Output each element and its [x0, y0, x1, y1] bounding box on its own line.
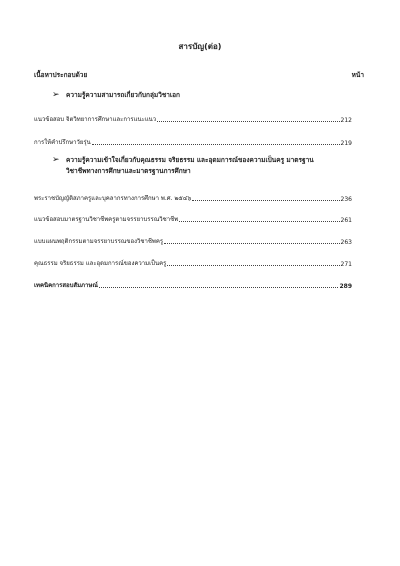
- toc-entry-text: พระราชบัญญัติสภาครูและบุคลากรทางการศึกษา พ.ศ. ๒๕๔๖: [34, 195, 192, 202]
- toc-entry[interactable]: [34, 137, 352, 147]
- toc-entry-text: การให้คำปรึกษาวัยรุ่น: [34, 139, 91, 146]
- section-heading: [52, 155, 314, 177]
- toc-entry[interactable]: [34, 236, 352, 246]
- page-column-label: หน้า: [351, 71, 364, 79]
- arrow-bullet-icon: ➢: [52, 90, 60, 100]
- content-column-label: เนื้อหาประกอบด้วย: [34, 71, 88, 79]
- dot-leader: [167, 265, 339, 266]
- toc-entry-text: คุณธรรม จริยธรรม และอุดมการณ์ของความเป็นครู: [34, 260, 167, 267]
- dot-leader: [164, 243, 339, 244]
- toc-entry[interactable]: [34, 258, 352, 268]
- dot-leader: [99, 287, 339, 288]
- arrow-bullet-icon: ➢: [52, 155, 60, 165]
- section-heading: [52, 90, 180, 101]
- toc-entry[interactable]: [34, 214, 352, 224]
- toc-entry-page: 271: [340, 261, 352, 268]
- toc-entry-page: 289: [339, 283, 352, 290]
- toc-entry-page: 219: [340, 140, 352, 147]
- dot-leader: [192, 200, 339, 201]
- toc-entry[interactable]: [34, 280, 352, 290]
- toc-entry-page: 236: [340, 196, 352, 203]
- toc-entry[interactable]: [34, 193, 352, 203]
- toc-entry[interactable]: [34, 114, 352, 124]
- toc-entry-text: แบบแผนพฤติกรรมตามจรรยาบรรณของวิชาชีพครู: [34, 238, 164, 245]
- dot-leader: [179, 221, 339, 222]
- dot-leader: [157, 121, 339, 122]
- page-title: สารบัญ(ต่อ): [178, 42, 222, 51]
- toc-entry-text: เทคนิคการสอบสัมภาษณ์: [34, 282, 98, 289]
- toc-header: [34, 70, 364, 80]
- toc-entry-text: แนวข้อสอบ จิตวิทยาการศึกษาและการแนะแนว: [34, 116, 157, 123]
- dot-leader: [92, 144, 340, 145]
- toc-entry-text: แนวข้อสอบมาตรฐานวิชาชีพครูตามจรรยาบรรณวิชาชีพ: [34, 216, 179, 223]
- toc-entry-page: 263: [340, 239, 352, 246]
- section-heading-line: ความรู้ความเข้าใจเกี่ยวกับคุณธรรม จริยธรรม และอุดมการณ์ของความเป็นครู มาตรฐาน: [66, 156, 314, 164]
- section-heading-line: ความรู้ความสามารถเกี่ยวกับกลุ่มวิชาเอก: [66, 91, 180, 99]
- section-heading-line: วิชาชีพทางการศึกษาและมาตรฐานการศึกษา: [66, 167, 191, 175]
- toc-entry-page: 261: [340, 217, 352, 224]
- toc-entry-page: 212: [340, 117, 352, 124]
